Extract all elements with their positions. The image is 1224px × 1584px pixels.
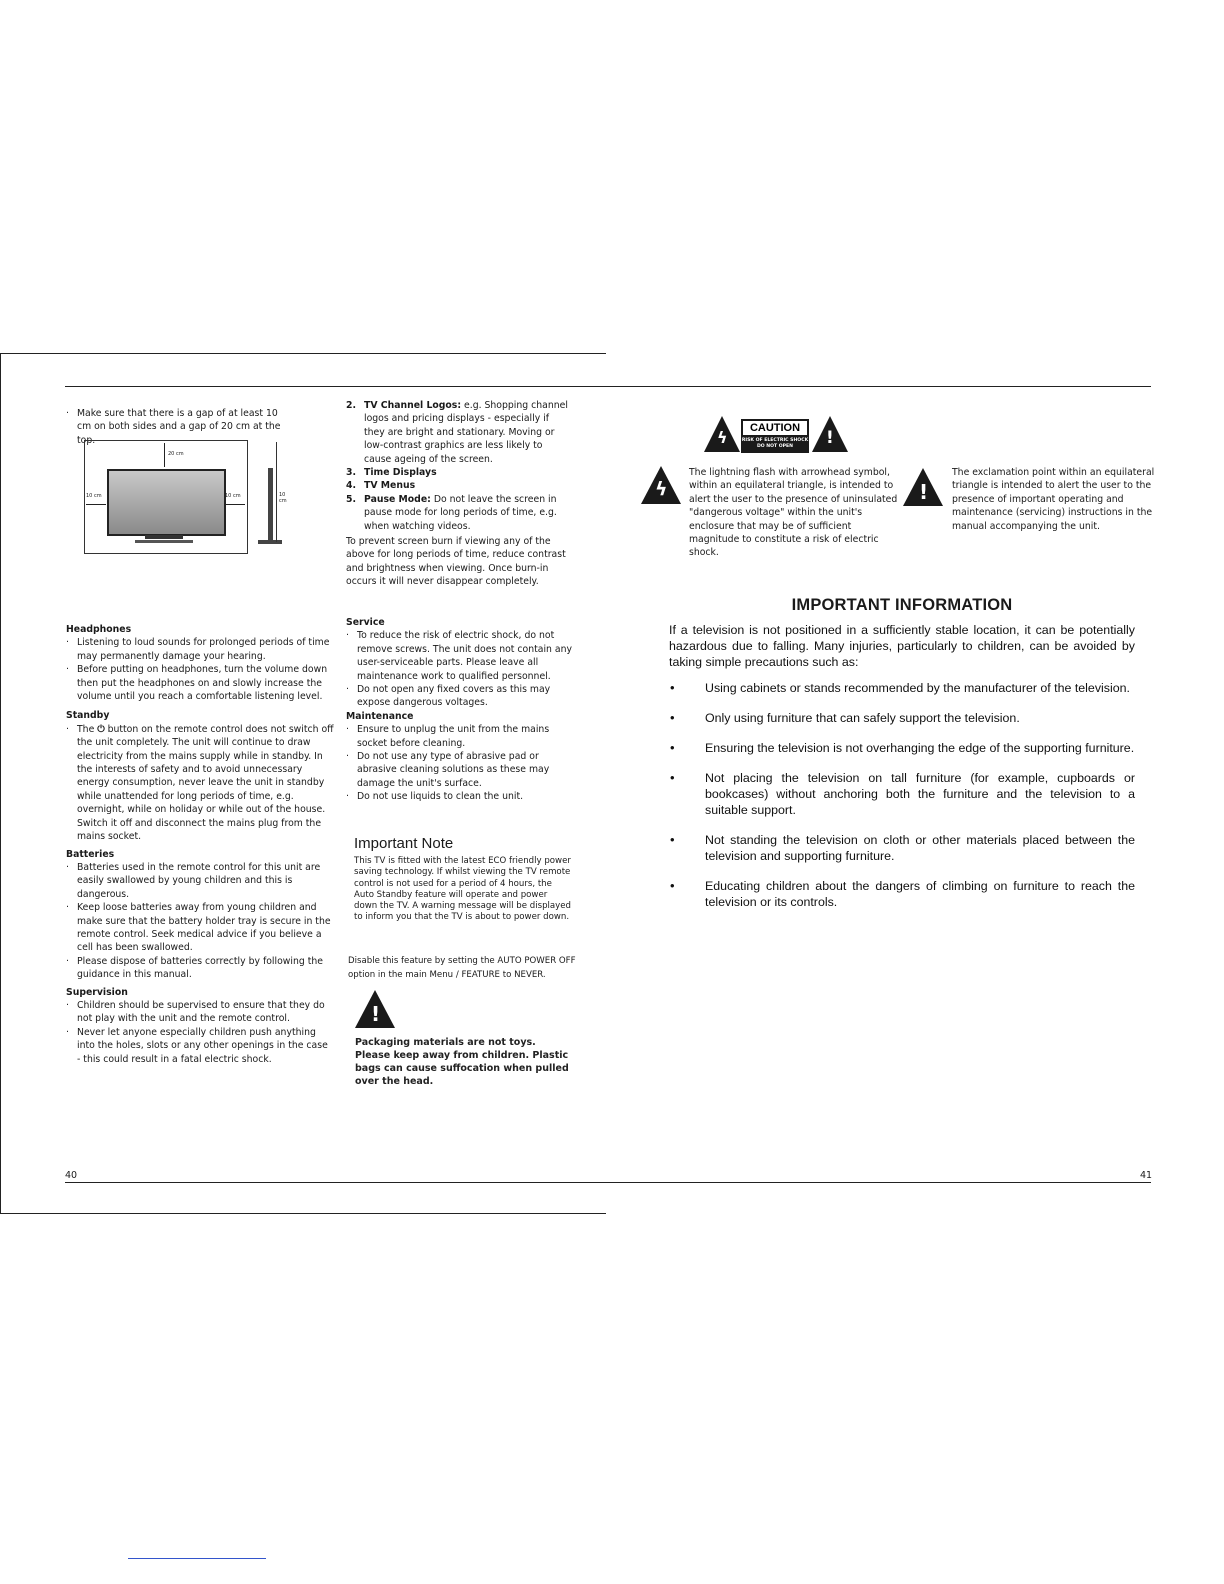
- lightning-icon-small: ϟ: [704, 416, 740, 452]
- caution-title: CAUTION: [743, 421, 807, 435]
- numbered-item: 2. TV Channel Logos: e.g. Shopping channel logos and pricing displays - especially if they are bright and stationary. Moving or low-contrast graphics are less likely to cause ageing of the screen.: [346, 400, 568, 465]
- tv-base-illustration: [135, 540, 193, 543]
- headphones-item: · Listening to loud sounds for prolonged periods of time may permanently damage your hearing.: [66, 636, 334, 663]
- precaution-list: [670, 680, 1135, 924]
- precaution-item: • Educating children about the dangers of climbing on furniture to reach the television or its controls.: [670, 878, 1135, 910]
- tv-side-base: [258, 540, 282, 544]
- footer-rule: [65, 1182, 1151, 1183]
- page-number-right: 41: [1140, 1170, 1153, 1181]
- auto-power-note: Disable this feature by setting the AUTO POWER OFF option in the main Menu / FEATURE to NEVER.: [348, 956, 576, 980]
- tv-front-illustration: [107, 469, 226, 536]
- precaution-item: • Using cabinets or stands recommended by the manufacturer of the television.: [670, 680, 1135, 696]
- service-title: Service: [346, 617, 385, 628]
- gap-note: · Make sure that there is a gap of at least 10 cm on both sides and a gap of 20 cm at the top.: [66, 407, 291, 447]
- maintenance-item: · Ensure to unplug the unit from the mains socket before cleaning.: [346, 723, 576, 750]
- headphones-title: Headphones: [66, 624, 132, 635]
- maintenance-title: Maintenance: [346, 710, 414, 722]
- exclamation-icon: !: [903, 468, 943, 506]
- packaging-warning: Packaging materials are not toys. Please keep away from children. Plastic bags can cause suffocation when pulled over the head.: [355, 1037, 569, 1087]
- caution-label: [741, 419, 809, 453]
- service-item: · Do not open any fixed covers as this may expose dangerous voltages.: [346, 683, 576, 710]
- burn-in-text: To prevent screen burn if viewing any of the above for long periods of time, reduce contrast and brightness when viewing. Once burn-in occurs it will never disappear completely.: [346, 536, 566, 588]
- important-information-intro: If a television is not positioned in a sufficiently stable location, it can be potentially hazardous due to falling. Many injuries, particularly to children, can be avoided by taking simple precautions such as:: [669, 623, 1135, 669]
- precaution-item: • Not standing the television on cloth or other materials placed between the television and supporting furniture.: [670, 832, 1135, 864]
- important-note-title: Important Note: [354, 835, 454, 852]
- exclamation-icon-small: !: [812, 416, 848, 452]
- page-number-left: 40: [65, 1170, 78, 1181]
- lightning-explanation: The lightning flash with arrowhead symbol, within an equilateral triangle, is intended to alert the user to the presence of uninsulated "dangerous voltage" within the unit's enclosure that may be of sufficient magnitude to constitute a risk of electric shock.: [689, 467, 898, 559]
- wall-line: [276, 442, 277, 542]
- important-note-text: This TV is fitted with the latest ECO friendly power saving technology. If whilst viewing the TV remote control is not used for a period of 4 hours, the Auto Standby feature will operate and power down the TV. A warning message will be displayed to inform you that the TV is about to power down.: [354, 856, 571, 923]
- precaution-item: • Only using furniture that can safely support the television.: [670, 710, 1135, 726]
- top-gap-arrow: [164, 443, 165, 467]
- side-view-diagram: [254, 440, 290, 552]
- maintenance-item: · Do not use liquids to clean the unit.: [346, 790, 576, 803]
- service-item: · To reduce the risk of electric shock, do not remove screws. The unit does not contain any user-serviceable parts. Please leave all maintenance work to qualified personnel.: [346, 629, 576, 683]
- right-gap-label: 10 cm: [225, 493, 241, 499]
- left-column-sections: [66, 623, 334, 1066]
- frame-bottom-line: [0, 1213, 606, 1214]
- warning-icon: !: [355, 990, 395, 1028]
- clearance-diagram: [84, 440, 248, 554]
- caution-sub2: DO NOT OPEN: [756, 444, 794, 449]
- maintenance-item: · Do not use any type of abrasive pad or abrasive cleaning solutions as these may damage the unit's surface.: [346, 750, 576, 790]
- right-gap-arrow: [225, 504, 245, 505]
- numbered-item: 3. Time Displays: [346, 467, 437, 479]
- link-underline: [128, 1558, 266, 1559]
- caution-sub1: RISK OF ELECTRIC SHOCK: [741, 438, 809, 443]
- left-gap-arrow: [86, 504, 106, 505]
- numbered-item: 5. Pause Mode: Do not leave the screen in pause mode for long periods of time, e.g. when watching videos.: [346, 493, 557, 532]
- side-gap-label: 10 cm: [279, 492, 287, 504]
- screen-burn-list: [346, 399, 572, 589]
- headphones-item: · Before putting on headphones, turn the volume down then put the headphones on and slowly increase the volume until you reach a comfortable listening level.: [66, 663, 334, 703]
- lightning-icon: ϟ: [641, 466, 681, 504]
- top-gap-label: 20 cm: [168, 451, 184, 457]
- batteries-item: · Keep loose batteries away from young children and make sure that the battery holder tray is secure in the remote control. Seek medical advice if you believe a cell has been swallowed.: [66, 901, 334, 955]
- service-maintenance-block: [346, 616, 576, 804]
- frame-top-line: [0, 353, 606, 354]
- numbered-item: 4. TV Menus: [346, 480, 416, 492]
- standby-title: Standby: [66, 710, 110, 722]
- frame-left-line: [0, 353, 1, 1214]
- supervision-item: · Never let anyone especially children push anything into the holes, slots or any other openings in the case - this could result in a fatal electric shock.: [66, 1026, 334, 1066]
- supervision-item: · Children should be supervised to ensure that they do not play with the unit and the remote control.: [66, 999, 334, 1026]
- standby-text: · The ⏻ button on the remote control does not switch off the unit completely. The unit will continue to draw electricity from the mains supply while in standby. In the interests of safety and to avoid unnecessary energy consumption, never leave the unit in standby while unattended for long periods of time, e.g. overnight, while on holiday or while out of the house. Switch it off and disconnect the mains plug from the mains socket.: [66, 723, 334, 844]
- batteries-item: · Batteries used in the remote control for this unit are easily swallowed by young children and this is dangerous.: [66, 861, 334, 901]
- exclamation-explanation: The exclamation point within an equilateral triangle is intended to alert the user to the presence of important operating and maintenance (servicing) instructions in the manual accompanying the unit.: [952, 467, 1155, 532]
- header-rule: [65, 386, 1151, 387]
- tv-side-illustration: [268, 468, 273, 540]
- power-icon: ⏻: [97, 723, 105, 735]
- left-gap-label: 10 cm: [86, 493, 102, 499]
- supervision-title: Supervision: [66, 986, 128, 998]
- precaution-item: • Ensuring the television is not overhanging the edge of the supporting furniture.: [670, 740, 1135, 756]
- tv-stand-illustration: [145, 535, 183, 539]
- important-information-heading: IMPORTANT INFORMATION: [791, 596, 1013, 614]
- precaution-item: • Not placing the television on tall furniture (for example, cupboards or bookcases) without anchoring both the furniture and the television to a suitable support.: [670, 770, 1135, 818]
- batteries-item: · Please dispose of batteries correctly by following the guidance in this manual.: [66, 955, 334, 982]
- batteries-title: Batteries: [66, 848, 115, 860]
